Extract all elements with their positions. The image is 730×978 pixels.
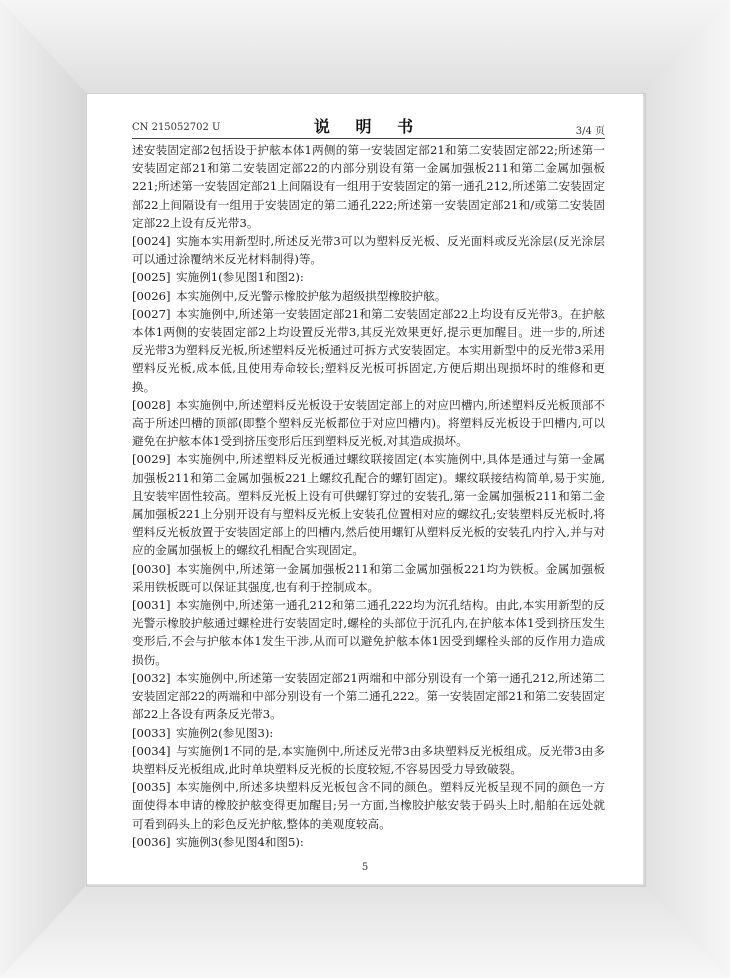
- paragraph: [132, 141, 605, 232]
- paragraph: [132, 596, 605, 669]
- paragraph: [132, 396, 605, 451]
- paragraph-text: 本实施例中,所述第一安装固定部21两端和中部分别设有一个第一通孔212,所述第二安装固定部22的两端和中部分别设有一个第二通孔222。第一安装固定部21和第二安装固定部22上各设有两条反光带3。: [132, 670, 605, 722]
- paragraph: [132, 778, 605, 833]
- paragraph: [132, 669, 605, 724]
- paragraph-number: [0024]: [132, 234, 171, 249]
- paragraph: [132, 833, 605, 851]
- paragraph: [132, 724, 605, 742]
- paragraph-text: 本实施例中,反光警示橡胶护舷为超级拱型橡胶护舷。: [176, 288, 447, 303]
- paragraph-number: [0029]: [132, 452, 171, 467]
- paragraph-number: [0035]: [132, 780, 171, 795]
- paragraph: [132, 287, 605, 305]
- paragraph-text: 实施例2(参见图3):: [176, 725, 274, 740]
- paragraph-text: 本实施例中,所述多块塑料反光板包含不同的颜色。塑料反光板呈现不同的颜色一方面使得本申请的橡胶护舷变得更加醒目;另一方面,当橡胶护舷安装于码头上时,船舶在远处就可看到码头上的彩色反光护舷,整体的美观度较高。: [132, 780, 605, 831]
- page-number: 5: [361, 862, 369, 873]
- paragraph-text: 实施例3(参见图4和图5):: [176, 834, 304, 849]
- paragraph-number: [0032]: [132, 670, 171, 685]
- paragraph-number: [0026]: [132, 288, 171, 303]
- page-info: 3/4 页: [575, 126, 605, 137]
- paragraph-text: 本实施例中,所述塑料反光板设于安装固定部上的对应凹槽内,所述塑料反光板顶部不高于所述凹槽的顶部(即整个塑料反光板都位于对应凹槽内)。将塑料反光板设于凹槽内,可以避免在护舷本体1受到挤压变形后压到塑料反光板,对其造成损坏。: [132, 397, 605, 449]
- page-title: 说 明 书: [313, 117, 424, 136]
- frame-bevel-right: [642, 0, 730, 978]
- paragraph-text: 本实施例中,所述第一安装固定部21和第二安装固定部22上均设有反光带3。在护舷本体1两侧的安装固定部2上均设置反光带3,其反光效果更好,提示更加醒目。进一步的,所述反光带3为塑料反光板,所述塑料反光板通过可拆方式安装固定。本实用新型中的反光带3采用塑料反光板,成本低,且使用寿命较长;塑料反光板可拆固定,方便后期出现损坏时的维修和更换。: [132, 306, 605, 394]
- document-page: [87, 94, 643, 884]
- paragraph-text: 与实施例1不同的是,本实施例中,所述反光带3由多块塑料反光板组成。反光带3由多块塑料反光板组成,此时单块塑料反光板的长度较短,不容易因受力导致破裂。: [132, 743, 605, 776]
- paragraph-text: 本实施例中,所述第一金属加强板211和第二金属加强板221均为铁板。金属加强板采用铁板既可以保证其强度,也有利于控制成本。: [132, 561, 605, 594]
- paragraph-text: 本实施例中,所述第一通孔212和第二通孔222均为沉孔结构。由此,本实用新型的反光警示橡胶护舷通过螺栓进行安装固定时,螺栓的头部位于沉孔内,在护舷本体1受到挤压发生变形后,不会与护舷本体1发生干涉,从而可以避免护舷本体1因受到螺栓头部的反作用力造成损伤。: [132, 598, 605, 667]
- document-body: [132, 141, 605, 851]
- paragraph-text: 本实施例中,所述塑料反光板通过螺纹联接固定(本实施例中,具体是通过与第一金属加强板211和第二金属加强板221上螺纹孔配合的螺钉固定)。螺纹联接结构简单,易于实施,且安装牢固性较高。塑料反光板上设有可供螺钉穿过的安装孔,第一金属加强板211和第二金属加强板221上分别开设有与塑料反光板上安装孔位置相对应的螺纹孔;安装塑料反光板时,将塑料反光板放置于安装固定部上的凹槽内,然后使用螺钉从塑料反光板的安装孔内拧入,并与对应的金属加强板上的螺纹孔相配合实现固定。: [132, 452, 605, 558]
- paragraph-text: 实施例1(参见图1和图2):: [176, 270, 304, 285]
- paragraph-number: [0028]: [132, 397, 171, 412]
- paragraph: [132, 450, 605, 559]
- paragraph: [132, 560, 605, 596]
- paragraph-number: [0030]: [132, 561, 171, 576]
- paragraph-text: 述安装固定部2包括设于护舷本体1两侧的第一安装固定部21和第二安装固定部22;所述第一安装固定部21和第二安装固定部22的内部分别设有第一金属加强板211和第二金属加强板221;所述第一安装固定部21上间隔设有一组用于安装固定的第一通孔212,所述第二安装固定部22上间隔设有一组用于安装固定的第二通孔222;所述第一安装固定部21和/或第二安装固定部22上设有反光带3。: [132, 143, 605, 230]
- document-number: CN 215052702 U: [132, 122, 221, 133]
- frame-bevel-top: [0, 0, 730, 95]
- paragraph: [132, 742, 605, 778]
- paragraph-number: [0036]: [132, 834, 171, 849]
- paragraph: [132, 305, 605, 396]
- frame-bevel-left: [0, 0, 88, 978]
- paragraph-number: [0033]: [132, 725, 171, 740]
- frame-bevel-bottom: [0, 883, 730, 978]
- page-header: [132, 114, 605, 139]
- paragraph: [132, 268, 605, 286]
- paragraph-number: [0031]: [132, 598, 171, 613]
- paragraph-number: [0034]: [132, 743, 171, 758]
- paragraph: [132, 232, 605, 268]
- paragraph-text: 实施本实用新型时,所述反光带3可以为塑料反光板、反光面料或反光涂层(反光涂层可以通过涂覆纳米反光材料制得)等。: [132, 234, 605, 267]
- paragraph-number: [0027]: [132, 306, 171, 321]
- paragraph-number: [0025]: [132, 270, 171, 285]
